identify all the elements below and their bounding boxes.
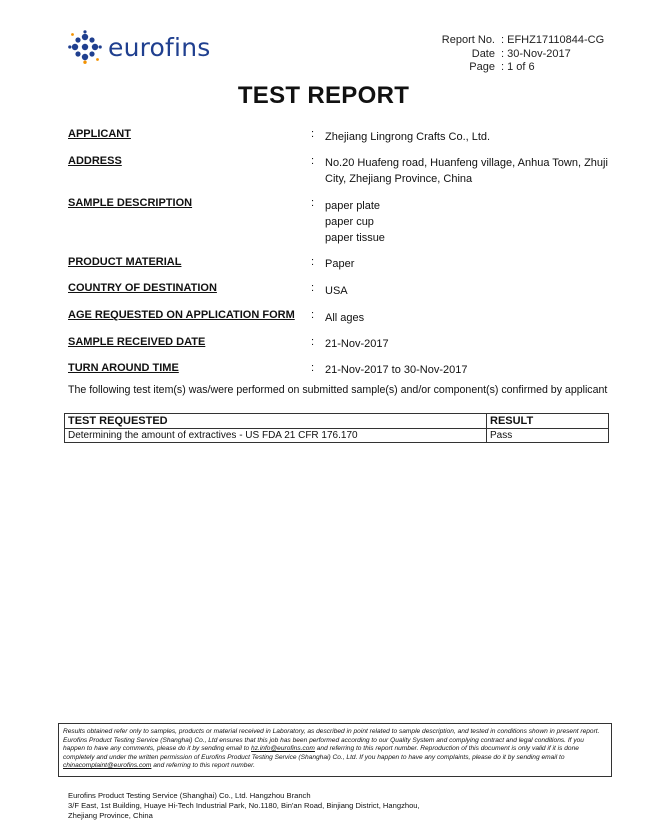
page-label: Page: [469, 61, 495, 73]
applicant-value: Zhejiang Lingrong Crafts Co., Ltd.: [325, 131, 491, 143]
country-of-destination-label: COUNTRY OF DESTINATION: [68, 282, 217, 294]
info-email-link[interactable]: hz.info@eurofins.com: [251, 745, 315, 753]
disclaimer-text: and referring to this report number.: [151, 762, 255, 770]
country-of-destination-value: USA: [325, 285, 348, 297]
report-meta: [430, 34, 604, 75]
disclaimer-text: and referring to this report number. Reproduction of this document is only valid if it is done completely and under the written permission of Eurofins Product Testing Service (Shanghai) Co., Ltd. If you happen to have any complaints, please do it by sending email to: [63, 745, 579, 761]
eurofins-dots-icon: [68, 30, 102, 64]
address-colon: :: [311, 155, 315, 167]
sample-description-values: [325, 198, 620, 246]
product-material-value: Paper: [325, 258, 355, 270]
product-material-label: PRODUCT MATERIAL: [68, 256, 182, 268]
footer-line: Eurofins Product Testing Service (Shanghai) Co., Ltd. Hangzhou Branch: [68, 791, 311, 800]
footer-line: 3/F East, 1st Building, Huaye Hi-Tech Industrial Park, No.1180, Bin'an Road, Binjiang District, Hangzhou,: [68, 801, 420, 810]
result-cell: Pass: [487, 429, 609, 443]
age-requested-value: All ages: [325, 312, 365, 324]
results-table: [64, 413, 609, 443]
date-label: Date: [471, 47, 495, 60]
sample-item: paper tissue: [325, 232, 385, 244]
header-test-requested: TEST REQUESTED: [65, 414, 487, 429]
age-requested-colon: :: [311, 309, 315, 321]
sample-received-date-label: SAMPLE RECEIVED DATE: [68, 336, 206, 348]
date-value: : 30-Nov-2017: [501, 47, 571, 60]
intro-text: The following test item(s) was/were performed on submitted sample(s) and/or component(s) confirmed by applicant: [68, 384, 608, 396]
disclaimer-text: Results obtained refer only to samples, products or material received in Laboratory, as described in point related to sample description, and tested in conditions shown in present report. Eurofins Product Testing Service (Shanghai) Co., Ltd ensures that this job has been performed according to our Quality System and complying contract and legal conditions. If you happen to have any comments, please do it by sending email to: [63, 728, 600, 753]
address-label: ADDRESS: [68, 155, 122, 167]
footer-line: Zhejiang Province, China: [68, 811, 153, 820]
complaint-email-link[interactable]: chinacomplaint@eurofins.com: [63, 762, 152, 770]
sample-received-date-colon: :: [311, 336, 315, 348]
disclaimer-box: [58, 723, 612, 777]
sample-received-date-value: 21-Nov-2017: [325, 338, 389, 350]
logo-wordmark: eurofins: [108, 32, 211, 62]
sample-item: paper plate: [325, 200, 381, 212]
age-requested-label: AGE REQUESTED ON APPLICATION FORM: [68, 309, 295, 321]
header-result: RESULT: [487, 414, 609, 429]
report-no-value: : EFHZ17110844-CG: [501, 34, 605, 46]
sample-description-colon: :: [311, 197, 315, 209]
table-header-row: [65, 414, 609, 429]
company-logo: [68, 30, 210, 64]
footer-address: [68, 791, 420, 821]
page-value: : 1 of 6: [501, 61, 535, 73]
product-material-colon: :: [311, 256, 315, 268]
sample-description-label: SAMPLE DESCRIPTION: [68, 197, 193, 209]
applicant-label: APPLICANT: [68, 128, 131, 140]
turn-around-time-label: TURN AROUND TIME: [68, 362, 179, 374]
report-no-label: Report No.: [441, 34, 495, 46]
page-title: TEST REPORT: [237, 82, 410, 109]
applicant-colon: :: [311, 128, 315, 140]
country-of-destination-colon: :: [311, 282, 315, 294]
turn-around-time-colon: :: [311, 362, 315, 374]
test-name-cell: Determining the amount of extractives - US FDA 21 CFR 176.170: [65, 429, 487, 443]
table-row: [65, 429, 609, 443]
turn-around-time-value: 21-Nov-2017 to 30-Nov-2017: [325, 364, 468, 376]
address-value: No.20 Huafeng road, Huanfeng village, Anhua Town, Zhuji City, Zhejiang Province, China: [325, 157, 608, 185]
sample-item: paper cup: [325, 216, 374, 228]
